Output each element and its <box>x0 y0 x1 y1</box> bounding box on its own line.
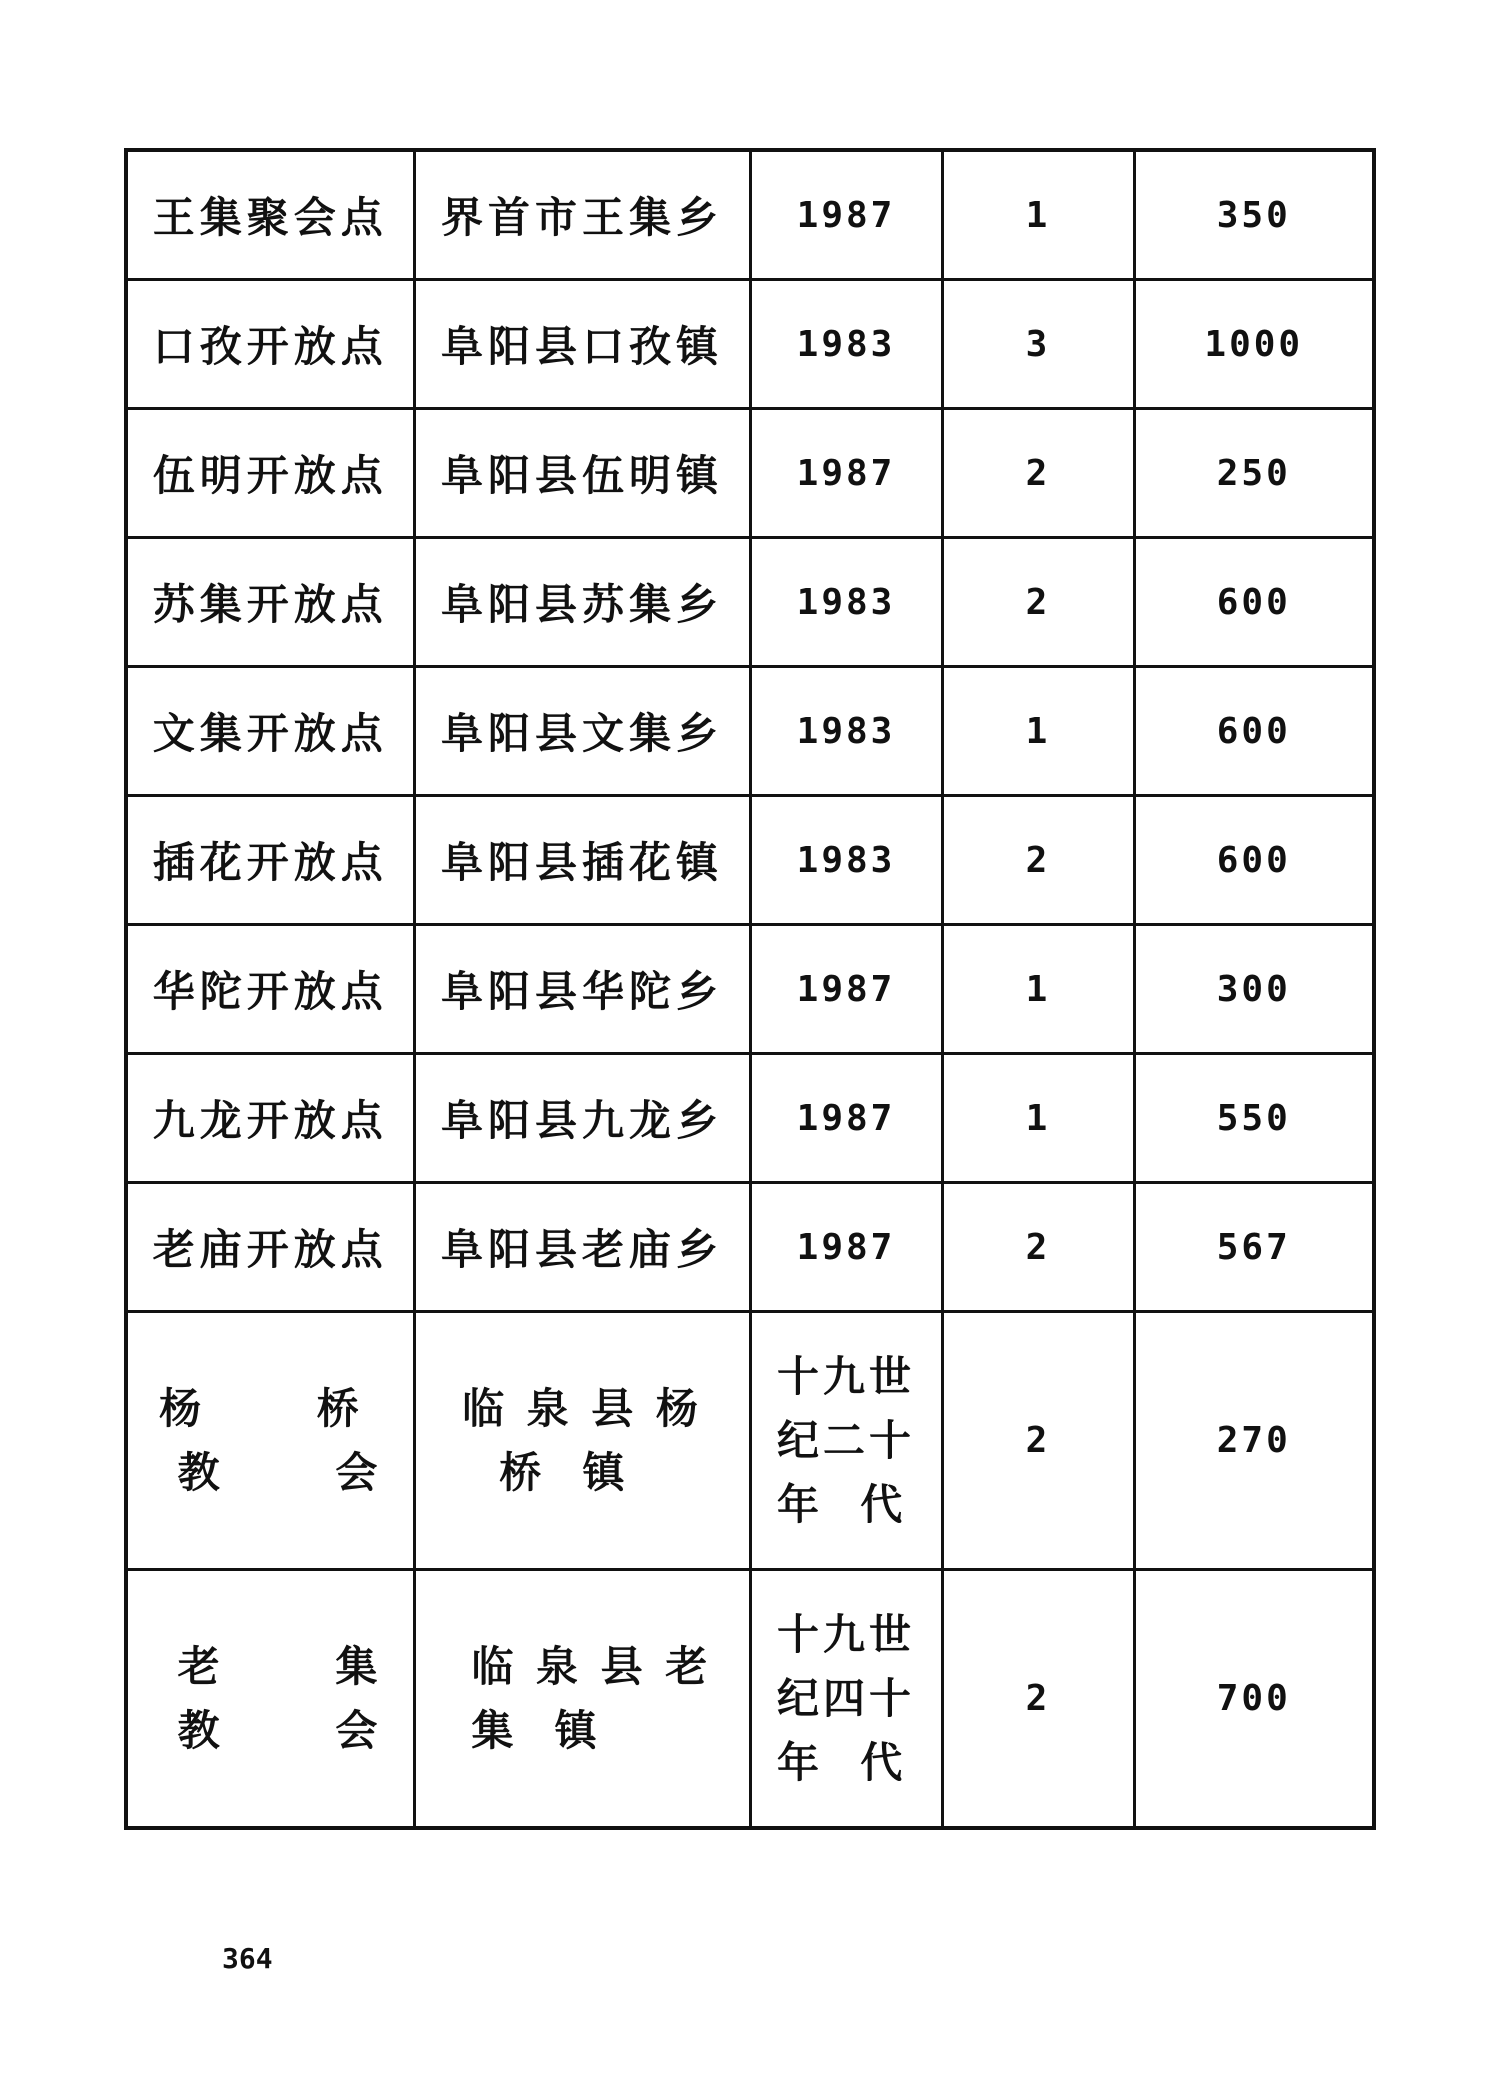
year-cell <box>750 1312 942 1570</box>
table-row <box>126 1054 1374 1183</box>
year-text: 十九世 纪四十 年 代 <box>776 1609 915 1787</box>
site-name-cell: 文集开放点 <box>126 667 414 796</box>
location-cell: 阜阳县插花镇 <box>414 796 750 925</box>
table-row <box>126 538 1374 667</box>
site-name-cell: 口孜开放点 <box>126 280 414 409</box>
members-cell: 350 <box>1134 150 1374 280</box>
members-cell: 270 <box>1134 1312 1374 1570</box>
year-cell: 1987 <box>750 925 942 1054</box>
count-cell: 2 <box>942 1312 1134 1570</box>
year-cell: 1983 <box>750 667 942 796</box>
members-cell: 550 <box>1134 1054 1374 1183</box>
count-cell: 3 <box>942 280 1134 409</box>
location-cell: 阜阳县华陀乡 <box>414 925 750 1054</box>
site-name-cell: 华陀开放点 <box>126 925 414 1054</box>
location-cell: 阜阳县老庙乡 <box>414 1183 750 1312</box>
table-row <box>126 409 1374 538</box>
location-cell: 界首市王集乡 <box>414 150 750 280</box>
count-cell: 1 <box>942 1054 1134 1183</box>
site-name-cell <box>126 1312 414 1570</box>
site-name-cell: 苏集开放点 <box>126 538 414 667</box>
members-cell: 600 <box>1134 538 1374 667</box>
count-cell: 1 <box>942 925 1134 1054</box>
table-row <box>126 667 1374 796</box>
members-cell: 700 <box>1134 1570 1374 1829</box>
count-cell: 1 <box>942 667 1134 796</box>
year-cell: 1987 <box>750 409 942 538</box>
location-text: 临 泉 县 老 集 镇 <box>471 1641 712 1755</box>
year-cell: 1983 <box>750 796 942 925</box>
location-cell: 阜阳县九龙乡 <box>414 1054 750 1183</box>
year-cell: 1987 <box>750 1054 942 1183</box>
site-name-text: 杨 桥 教 会 <box>159 1383 382 1497</box>
count-cell: 2 <box>942 1183 1134 1312</box>
location-cell: 阜阳县伍明镇 <box>414 409 750 538</box>
table-row <box>126 1570 1374 1829</box>
location-cell: 阜阳县口孜镇 <box>414 280 750 409</box>
table-row <box>126 150 1374 280</box>
site-name-cell: 老庙开放点 <box>126 1183 414 1312</box>
site-name-cell: 九龙开放点 <box>126 1054 414 1183</box>
members-cell: 250 <box>1134 409 1374 538</box>
count-cell: 2 <box>942 538 1134 667</box>
site-name-cell: 伍明开放点 <box>126 409 414 538</box>
count-cell: 1 <box>942 150 1134 280</box>
table-row <box>126 796 1374 925</box>
count-cell: 2 <box>942 409 1134 538</box>
members-cell: 1000 <box>1134 280 1374 409</box>
location-cell <box>414 1312 750 1570</box>
church-sites-table <box>124 148 1376 1830</box>
site-name-text: 老 集 教 会 <box>177 1641 382 1755</box>
table-row <box>126 925 1374 1054</box>
members-cell: 600 <box>1134 667 1374 796</box>
location-cell <box>414 1570 750 1829</box>
count-cell: 2 <box>942 1570 1134 1829</box>
location-text: 临 泉 县 杨 桥 镇 <box>462 1383 702 1497</box>
year-cell: 1987 <box>750 1183 942 1312</box>
year-text: 十九世 纪二十 年 代 <box>776 1351 915 1529</box>
table-body <box>126 150 1374 1828</box>
count-cell: 2 <box>942 796 1134 925</box>
members-cell: 600 <box>1134 796 1374 925</box>
year-cell: 1983 <box>750 280 942 409</box>
site-name-cell: 王集聚会点 <box>126 150 414 280</box>
table-row <box>126 1312 1374 1570</box>
location-cell: 阜阳县苏集乡 <box>414 538 750 667</box>
year-cell: 1983 <box>750 538 942 667</box>
site-name-cell <box>126 1570 414 1829</box>
site-name-cell: 插花开放点 <box>126 796 414 925</box>
location-cell: 阜阳县文集乡 <box>414 667 750 796</box>
table-row <box>126 280 1374 409</box>
year-cell <box>750 1570 942 1829</box>
page-number: 364 <box>222 1942 273 1975</box>
members-cell: 300 <box>1134 925 1374 1054</box>
table-row <box>126 1183 1374 1312</box>
year-cell: 1987 <box>750 150 942 280</box>
members-cell: 567 <box>1134 1183 1374 1312</box>
